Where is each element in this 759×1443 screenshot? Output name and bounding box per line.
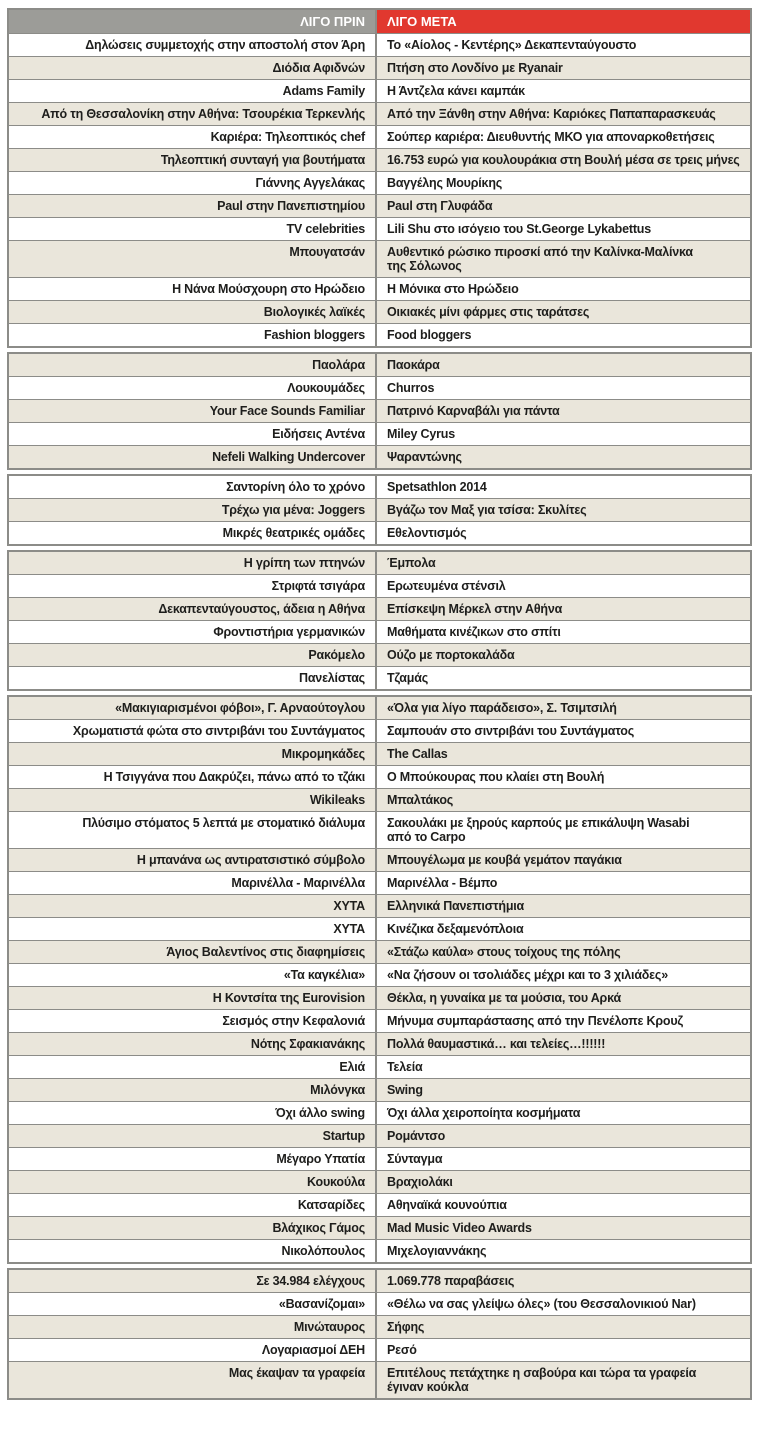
before-cell (9, 57, 377, 79)
after-cell (377, 575, 750, 597)
table-row (9, 79, 750, 102)
before-cell (9, 324, 377, 346)
after-text: Όχι άλλα χειροποίητα κοσμήματα (387, 1106, 581, 1120)
before-cell (9, 149, 377, 171)
after-text: Αθηναϊκά κουνούπια (387, 1198, 507, 1212)
before-cell (9, 743, 377, 765)
before-text: Ελιά (339, 1060, 365, 1074)
before-cell (9, 1102, 377, 1124)
after-cell (377, 1125, 750, 1147)
before-cell (9, 697, 377, 719)
after-text: Μιχελογιαννάκης (387, 1244, 487, 1258)
before-cell (9, 80, 377, 102)
before-text: Μέγαρο Υπατία (276, 1152, 365, 1166)
after-cell (377, 872, 750, 894)
after-cell (377, 241, 750, 277)
after-cell (377, 621, 750, 643)
before-cell (9, 849, 377, 871)
after-text: Ρομάντσο (387, 1129, 446, 1143)
after-cell (377, 195, 750, 217)
after-text: Miley Cyrus (387, 427, 455, 441)
after-cell (377, 377, 750, 399)
before-cell (9, 1148, 377, 1170)
table-row (9, 148, 750, 171)
table-row (9, 1315, 750, 1338)
before-text: Μαρινέλλα - Μαρινέλλα (231, 876, 365, 890)
after-cell (377, 849, 750, 871)
table-row (9, 1338, 750, 1361)
before-text: Άγιος Βαλεντίνος στις διαφημίσεις (166, 945, 365, 959)
before-text: Παολάρα (312, 358, 365, 372)
before-text: Μικρές θεατρικές ομάδες (222, 526, 365, 540)
after-cell (377, 667, 750, 689)
after-cell (377, 766, 750, 788)
after-cell (377, 57, 750, 79)
before-cell (9, 499, 377, 521)
after-cell (377, 476, 750, 498)
after-text: Τζαμάς (387, 671, 429, 685)
after-cell (377, 1102, 750, 1124)
table-row (9, 788, 750, 811)
after-cell (377, 1033, 750, 1055)
before-text: Η γρίπη των πτηνών (243, 556, 365, 570)
after-text: Μήνυμα συμπαράστασης από την Πενέλοπε Κρουζ (387, 1014, 683, 1028)
before-text: Βιολογικές λαϊκές (263, 305, 365, 319)
after-cell (377, 1339, 750, 1361)
after-text: Mad Music Video Awards (387, 1221, 532, 1235)
before-text: «Τα καγκέλια» (283, 968, 365, 982)
before-cell (9, 552, 377, 574)
before-text: TV celebrities (286, 222, 365, 236)
after-text: Ούζο με πορτοκαλάδα (387, 648, 515, 662)
after-text: The Callas (387, 747, 448, 761)
after-text: Η Άντζελα κάνει καμπάκ (387, 84, 525, 98)
before-text: Your Face Sounds Familiar (209, 404, 365, 418)
table-row (9, 445, 750, 468)
before-text: Η Κοντσίτα της Eurovision (212, 991, 365, 1005)
after-cell (377, 172, 750, 194)
table-row (9, 194, 750, 217)
after-text: «Στάζω καύλα» στους τοίχους της πόλης (387, 945, 621, 959)
after-text: Από την Ξάνθη στην Αθήνα: Καριόκες Παπαπαρασκευάς (387, 107, 716, 121)
table-row (9, 848, 750, 871)
before-text: Δηλώσεις συμμετοχής στην αποστολή στον Άρη (85, 38, 365, 52)
table-group (7, 550, 752, 691)
after-cell (377, 987, 750, 1009)
before-text: Στριφτά τσιγάρα (271, 579, 365, 593)
after-text: 16.753 ευρώ για κουλουράκια στη Βουλή μέσα σε τρεις μήνες (387, 153, 740, 167)
after-text: Ρεσό (387, 1343, 417, 1357)
after-text: Οικιακές μίνι φάρμες στις ταράτσες (387, 305, 590, 319)
before-cell (9, 34, 377, 56)
after-text: Food bloggers (387, 328, 472, 342)
before-cell (9, 218, 377, 240)
before-text: Η Τσιγγάνα που Δακρύζει, πάνω από το τζάκι (103, 770, 365, 784)
before-cell (9, 1217, 377, 1239)
before-text: Wikileaks (309, 793, 365, 807)
before-cell (9, 103, 377, 125)
before-cell (9, 1362, 377, 1398)
before-text: Νικολόπουλος (281, 1244, 365, 1258)
before-cell (9, 987, 377, 1009)
before-text: «Μακιγιαρισμένοι φόβοι», Γ. Αρναούτογλου (115, 701, 365, 715)
table-row (9, 56, 750, 79)
table-row (9, 742, 750, 765)
before-cell (9, 720, 377, 742)
after-cell (377, 697, 750, 719)
after-cell (377, 1217, 750, 1239)
before-cell (9, 1033, 377, 1055)
before-cell (9, 476, 377, 498)
before-cell (9, 644, 377, 666)
after-cell (377, 126, 750, 148)
before-text: Σαντορίνη όλο το χρόνο (226, 480, 365, 494)
table-row (9, 33, 750, 56)
after-cell (377, 423, 750, 445)
before-text: Τηλεοπτική συνταγή για βουτήματα (160, 153, 365, 167)
before-text: Καριέρα: Τηλεοπτικός chef (210, 130, 365, 144)
table-row (9, 376, 750, 399)
before-cell (9, 126, 377, 148)
after-cell (377, 1293, 750, 1315)
before-cell (9, 964, 377, 986)
table-row (9, 574, 750, 597)
before-cell (9, 195, 377, 217)
after-text: Τελεία (387, 1060, 423, 1074)
before-text: ΧΥΤΑ (333, 899, 365, 913)
after-text: Μαθήματα κινέζικων στο σπίτι (387, 625, 561, 639)
comparison-table (7, 8, 752, 1400)
table-row (9, 811, 750, 848)
before-cell (9, 446, 377, 468)
table-row (9, 277, 750, 300)
before-text: Η Νάνα Μούσχουρη στο Ηρώδειο (172, 282, 365, 296)
table-row (9, 521, 750, 544)
table-row (9, 963, 750, 986)
before-cell (9, 1270, 377, 1292)
before-text: Ειδήσεις Αντένα (272, 427, 365, 441)
after-cell (377, 598, 750, 620)
table-row (9, 597, 750, 620)
table-row (9, 498, 750, 521)
after-cell (377, 964, 750, 986)
after-cell (377, 1240, 750, 1262)
after-cell (377, 1171, 750, 1193)
table-row (9, 1147, 750, 1170)
table-row (9, 1239, 750, 1262)
before-cell (9, 1056, 377, 1078)
before-cell (9, 895, 377, 917)
after-cell (377, 941, 750, 963)
before-text: Μινώταυρος (293, 1320, 365, 1334)
before-text: Startup (322, 1129, 365, 1143)
after-cell (377, 522, 750, 544)
table-row (9, 871, 750, 894)
before-text: Σεισμός στην Κεφαλονιά (222, 1014, 365, 1028)
after-text: Μπαλτάκος (387, 793, 454, 807)
after-cell (377, 1056, 750, 1078)
before-text: «Βασανίζομαι» (278, 1297, 365, 1311)
before-cell (9, 621, 377, 643)
after-text: Πατρινό Καρναβάλι για πάντα (387, 404, 560, 418)
before-cell (9, 1240, 377, 1262)
after-cell (377, 301, 750, 323)
after-cell (377, 1079, 750, 1101)
table-row (9, 1170, 750, 1193)
before-cell (9, 1293, 377, 1315)
table-row (9, 1193, 750, 1216)
table-row (9, 240, 750, 277)
table-row (9, 552, 750, 574)
before-cell (9, 812, 377, 848)
before-cell (9, 1171, 377, 1193)
before-text: Κουκούλα (306, 1175, 365, 1189)
after-text: Σακουλάκι με ξηρούς καρπούς με επικάλυψη Wasabi (387, 816, 690, 830)
table-row (9, 422, 750, 445)
table-row (9, 666, 750, 689)
after-cell (377, 446, 750, 468)
before-text: Φροντιστήρια γερμανικών (213, 625, 365, 639)
before-cell (9, 278, 377, 300)
before-text: Fashion bloggers (264, 328, 365, 342)
before-cell (9, 1194, 377, 1216)
after-text: Η Μόνικα στο Ηρώδειο (387, 282, 519, 296)
after-text: Ερωτευμένα στένσιλ (387, 579, 506, 593)
before-cell (9, 301, 377, 323)
after-text: 1.069.778 παραβάσεις (387, 1274, 515, 1288)
after-text-line2: από το Carpo (387, 830, 466, 844)
table-row (9, 1032, 750, 1055)
after-text: «Όλα για λίγο παράδεισο», Σ. Τσιμτσιλή (387, 701, 617, 715)
before-cell (9, 1125, 377, 1147)
table-row (9, 399, 750, 422)
column-header-after: ΛΙΓΟ ΜΕΤΑ (377, 10, 750, 33)
table-row (9, 1361, 750, 1398)
before-text: Νότης Σφακιανάκης (250, 1037, 365, 1051)
after-cell (377, 1194, 750, 1216)
before-cell (9, 1316, 377, 1338)
table-row (9, 940, 750, 963)
after-text: Σήφης (387, 1320, 425, 1334)
table-row (9, 476, 750, 498)
table-row (9, 719, 750, 742)
before-cell (9, 1010, 377, 1032)
table-group (7, 474, 752, 546)
after-text: Αυθεντικό ρώσικο πιροσκί από την Καλίνκα-Μαλίνκα (387, 245, 693, 259)
after-text: Swing (387, 1083, 423, 1097)
before-text: Adams Family (282, 84, 365, 98)
after-text: Πολλά θαυμαστικά… και τελείες…!!!!!! (387, 1037, 606, 1051)
after-text: Θέκλα, η γυναίκα με τα μούσια, του Αρκά (387, 991, 621, 1005)
table-row (9, 102, 750, 125)
after-text: Εθελοντισμός (387, 526, 467, 540)
after-text: Ο Μπούκουρας που κλαίει στη Βουλή (387, 770, 605, 784)
before-text: Κατσαρίδες (297, 1198, 365, 1212)
table-row (9, 986, 750, 1009)
after-text: Παοκάρα (387, 358, 440, 372)
before-text: Σε 34.984 ελέγχους (256, 1274, 365, 1288)
before-cell (9, 423, 377, 445)
before-cell (9, 241, 377, 277)
after-text: Ψαραντώνης (387, 450, 462, 464)
after-cell (377, 1010, 750, 1032)
before-text: Μιλόνγκα (310, 1083, 365, 1097)
table-row (9, 1216, 750, 1239)
before-text: Paul στην Πανεπιστημίου (217, 199, 365, 213)
after-cell (377, 103, 750, 125)
table-group (7, 695, 752, 1264)
table-row (9, 643, 750, 666)
table-row (9, 125, 750, 148)
before-cell (9, 522, 377, 544)
after-text: Το «Αίολος - Κεντέρης» Δεκαπενταύγουστο (387, 38, 637, 52)
after-text: Επίσκεψη Μέρκελ στην Αθήνα (387, 602, 563, 616)
table-row (9, 171, 750, 194)
after-text: Spetsathlon 2014 (387, 480, 487, 494)
after-cell (377, 218, 750, 240)
before-cell (9, 789, 377, 811)
after-text: «Να ζήσουν οι τσολιάδες μέχρι και το 3 χιλιάδες» (387, 968, 668, 982)
column-header-before: ΛΙΓΟ ΠΡΙΝ (9, 10, 377, 33)
after-text: «Θέλω να σας γλείψω όλες» (του Θεσσαλονικιού Nar) (387, 1297, 696, 1311)
before-text: Μας έκαψαν τα γραφεία (228, 1366, 365, 1380)
table-row (9, 620, 750, 643)
table-header-row (9, 10, 750, 33)
before-cell (9, 1079, 377, 1101)
after-text: Έμπολα (387, 556, 436, 570)
after-text-line2: της Σόλωνος (387, 259, 462, 273)
after-text: Βγάζω τον Μαξ για τσίσα: Σκυλίτες (387, 503, 587, 517)
before-cell (9, 766, 377, 788)
after-text: Lili Shu στο ισόγειο του St.George Lykabettus (387, 222, 651, 236)
table-group (7, 8, 752, 348)
after-text: Σούπερ καριέρα: Διευθυντής ΜΚΟ για αποναρκοθετήσεις (387, 130, 715, 144)
before-cell (9, 667, 377, 689)
after-cell (377, 354, 750, 376)
before-text: Όχι άλλο swing (275, 1106, 365, 1120)
after-cell (377, 324, 750, 346)
after-text: Σαμπουάν στο σιντριβάνι του Συντάγματος (387, 724, 635, 738)
table-row (9, 1055, 750, 1078)
table-row (9, 1009, 750, 1032)
before-text: Λογαριασμοί ΔΕΗ (261, 1343, 365, 1357)
after-cell (377, 1270, 750, 1292)
after-text: Σύνταγμα (387, 1152, 443, 1166)
before-text: Από τη Θεσσαλονίκη στην Αθήνα: Τσουρέκια Τερκενλής (41, 107, 365, 121)
after-text: Μαρινέλλα - Βέμπο (387, 876, 498, 890)
after-text: Ελληνικά Πανεπιστήμια (387, 899, 525, 913)
table-group (7, 352, 752, 470)
table-row (9, 1124, 750, 1147)
table-row (9, 917, 750, 940)
before-cell (9, 172, 377, 194)
after-cell (377, 1362, 750, 1398)
after-text: Paul στη Γλυφάδα (387, 199, 493, 213)
before-text: Nefeli Walking Undercover (212, 450, 365, 464)
before-text: Χρωματιστά φώτα στο σιντριβάνι του Συντάγματος (72, 724, 365, 738)
after-text: Πτήση στο Λονδίνο με Ryanair (387, 61, 563, 75)
before-cell (9, 377, 377, 399)
after-cell (377, 1148, 750, 1170)
table-row (9, 217, 750, 240)
table-row (9, 1292, 750, 1315)
before-text: Μικρομηκάδες (281, 747, 365, 761)
before-text: Ρακόμελο (308, 648, 365, 662)
after-text: Churros (387, 381, 435, 395)
before-text: Λουκουμάδες (287, 381, 365, 395)
after-cell (377, 918, 750, 940)
before-cell (9, 354, 377, 376)
after-cell (377, 895, 750, 917)
after-text: Μπουγέλωμα με κουβά γεμάτον παγάκια (387, 853, 622, 867)
table-row (9, 697, 750, 719)
table-row (9, 300, 750, 323)
before-text: Τρέχω για μένα: Joggers (221, 503, 365, 517)
table-row (9, 894, 750, 917)
before-cell (9, 872, 377, 894)
table-row (9, 1270, 750, 1292)
before-text: Η μπανάνα ως αντιρατσιστικό σύμβολο (136, 853, 365, 867)
after-cell (377, 552, 750, 574)
after-text: Βραχιολάκι (387, 1175, 453, 1189)
before-text: Δεκαπενταύγουστος, άδεια η Αθήνα (158, 602, 365, 616)
after-cell (377, 34, 750, 56)
after-cell (377, 1316, 750, 1338)
before-cell (9, 400, 377, 422)
after-cell (377, 720, 750, 742)
before-text: Διόδια Αφιδνών (272, 61, 365, 75)
after-cell (377, 789, 750, 811)
table-group (7, 1268, 752, 1400)
after-text: Βαγγέλης Μουρίκης (387, 176, 503, 190)
before-text: Γιάννης Αγγελάκας (255, 176, 365, 190)
after-text: Κινέζικα δεξαμενόπλοια (387, 922, 524, 936)
after-text-line2: έγιναν κούκλα (387, 1380, 469, 1394)
after-cell (377, 80, 750, 102)
before-text: Πλύσιμο στόματος 5 λεπτά με στοματικό διάλυμα (82, 816, 365, 830)
before-cell (9, 598, 377, 620)
after-cell (377, 644, 750, 666)
table-row (9, 765, 750, 788)
table-row (9, 1078, 750, 1101)
before-cell (9, 918, 377, 940)
after-cell (377, 278, 750, 300)
before-text: Πανελίστας (299, 671, 365, 685)
before-cell (9, 575, 377, 597)
before-text: Μπουγατσάν (289, 245, 365, 259)
table-row (9, 354, 750, 376)
after-cell (377, 812, 750, 848)
after-cell (377, 400, 750, 422)
before-text: ΧΥΤΑ (333, 922, 365, 936)
before-cell (9, 1339, 377, 1361)
after-cell (377, 499, 750, 521)
after-cell (377, 743, 750, 765)
table-row (9, 323, 750, 346)
before-cell (9, 941, 377, 963)
after-cell (377, 149, 750, 171)
after-text: Επιτέλους πετάχτηκε η σαβούρα και τώρα τα γραφεία (387, 1366, 697, 1380)
before-text: Βλάχικος Γάμος (272, 1221, 365, 1235)
table-row (9, 1101, 750, 1124)
